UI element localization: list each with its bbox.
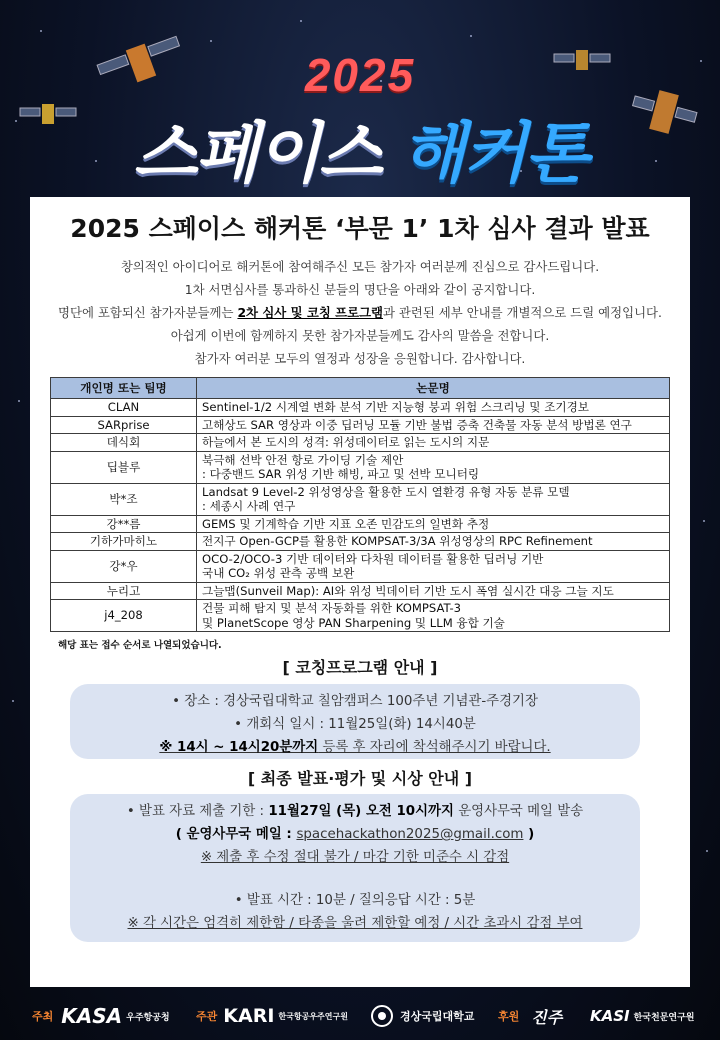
final-email: ( 운영사무국 메일 : spacehackathon2025@gmail.com ) <box>175 827 535 842</box>
coaching-box <box>70 684 640 759</box>
team-name: SARprise <box>51 416 197 434</box>
coaching-location: • 장소 : 경상국립대학교 칠암캠퍼스 100주년 기념관-주경기장 <box>172 694 538 709</box>
final-box <box>70 794 640 942</box>
event-title-white: 스페이스 <box>133 115 381 192</box>
logo-kasi: KASI 한국천문연구원 <box>590 1007 695 1025</box>
event-title <box>0 100 720 195</box>
team-name: 기하가마히노 <box>51 533 197 551</box>
table-row <box>51 550 670 582</box>
column-header-paper: 논문명 <box>197 378 670 399</box>
table-row <box>51 515 670 533</box>
paper-title: 그늘맵(Sunveil Map): AI와 위성 빅데이터 기반 도시 폭염 실시간 대응 그늘 지도 <box>197 582 670 600</box>
table-row <box>51 533 670 551</box>
intro-line: 1차 서면심사를 통과하신 분들의 명단을 아래와 같이 공지합니다. <box>184 282 536 297</box>
table-header-row <box>51 378 670 399</box>
table-row <box>51 416 670 434</box>
paper-title: 북극해 선박 안전 항로 가이딩 기술 제안 : 다중밴드 SAR 위성 기반 해빙, 파고 및 선박 모니터링 <box>197 451 670 483</box>
final-time: • 발표 시간 : 10분 / 질의응답 시간 : 5분 <box>234 893 476 908</box>
team-name: 딥블루 <box>51 451 197 483</box>
logo-jinju: 후원 진주 <box>498 1007 563 1027</box>
logo-kasa: 주최 KASA 우주항공청 <box>32 1004 170 1028</box>
team-name: 박*조 <box>51 483 197 515</box>
final-submit-note: ※ 제출 후 수정 절대 불가 / 마감 기한 미준수 시 감점 <box>200 850 510 865</box>
paper-title: Landsat 9 Level-2 위성영상을 활용한 도시 열환경 유형 자동 분류 모델 : 세종시 사례 연구 <box>197 483 670 515</box>
table-row <box>51 434 670 452</box>
paper-title: 전지구 Open-GCP를 활용한 KOMPSAT-3/3A 위성영상의 RPC Refinement <box>197 533 670 551</box>
intro-line: 참가자 여러분 모두의 열정과 성장을 응원합니다. 감사합니다. <box>194 351 526 366</box>
paper-title: 하늘에서 본 도시의 성격: 위성데이터로 읽는 도시의 지문 <box>197 434 670 452</box>
event-title-blue: 해커톤 <box>401 115 587 192</box>
university-seal-icon <box>370 1004 394 1028</box>
coaching-heading: [ 코칭프로그램 안내 ] <box>282 658 438 677</box>
team-name: CLAN <box>51 399 197 417</box>
results-table <box>50 377 670 632</box>
intro-line: 창의적인 아이디어로 해커톤에 참여해주신 모든 참가자 여러분께 진심으로 감사드립니다. <box>120 259 600 274</box>
paper-title: 건물 피해 탐지 및 분석 자동화를 위한 KOMPSAT-3 및 PlanetScope 영상 PAN Sharpening 및 LLM 융합 기술 <box>197 600 670 632</box>
announcement-title: 2025 스페이스 해커톤 ‘부문 1’ 1차 심사 결과 발표 <box>70 214 650 243</box>
coaching-datetime: • 개회식 일시 : 11월25일(화) 14시40분 <box>234 717 476 732</box>
table-row <box>51 451 670 483</box>
table-row <box>51 582 670 600</box>
intro-line: 아쉽게 이번에 함께하지 못한 참가자분들께도 감사의 말씀을 전합니다. <box>170 328 550 343</box>
paper-title: GEMS 및 기계학습 기반 지표 오존 민감도의 일변화 추정 <box>197 515 670 533</box>
table-row <box>51 483 670 515</box>
logo-kari: 주관 KARI 한국항공우주연구원 <box>196 1005 348 1027</box>
coaching-registration: ※ 14시 ~ 14시20분까지 등록 후 자리에 착석해주시기 바랍니다. <box>159 740 551 755</box>
logo-gnu: 경상국립대학교 <box>370 998 474 1034</box>
table-row <box>51 600 670 632</box>
announcement-card <box>30 197 690 987</box>
table-note: 해당 표는 접수 순서로 나열되었습니다. <box>58 640 222 651</box>
column-header-name: 개인명 또는 팀명 <box>51 378 197 399</box>
intro-line: 명단에 포함되신 참가자분들께는 2차 심사 및 코칭 프로그램과 관련된 세부 안내를 개별적으로 드릴 예정입니다. <box>58 305 662 320</box>
event-year: 2025 <box>304 49 416 101</box>
team-name: 강**름 <box>51 515 197 533</box>
team-name: 누리고 <box>51 582 197 600</box>
final-heading: [ 최종 발표·평가 및 시상 안내 ] <box>247 769 473 788</box>
intro-highlight: 2차 심사 및 코칭 프로그램 <box>237 305 384 320</box>
team-name: 데식회 <box>51 434 197 452</box>
team-name: j4_208 <box>51 600 197 632</box>
table-row <box>51 399 670 417</box>
paper-title: OCO-2/OCO-3 기반 데이터와 다차원 데이터를 활용한 딥러닝 기반 국내 CO₂ 위성 관측 공백 보완 <box>197 550 670 582</box>
final-time-note: ※ 각 시간은 엄격히 제한함 / 타종을 울려 제한할 예정 / 시간 초과시 감점 부여 <box>127 916 583 931</box>
paper-title: 고해상도 SAR 영상과 이중 딥러닝 모듈 기반 불법 증축 건축물 자동 분석 방법론 연구 <box>197 416 670 434</box>
announcement-intro <box>30 255 690 370</box>
final-deadline: • 발표 자료 제출 기한 : 11월27일 (목) 오전 10시까지 운영사무국 메일 발송 <box>126 804 584 819</box>
team-name: 강*우 <box>51 550 197 582</box>
footer-logos <box>0 998 720 1034</box>
paper-title: Sentinel-1/2 시계열 변화 분석 기반 지능형 붕괴 위험 스크리닝 및 조기경보 <box>197 399 670 417</box>
email-link[interactable]: spacehackathon2025@gmail.com <box>296 827 524 842</box>
